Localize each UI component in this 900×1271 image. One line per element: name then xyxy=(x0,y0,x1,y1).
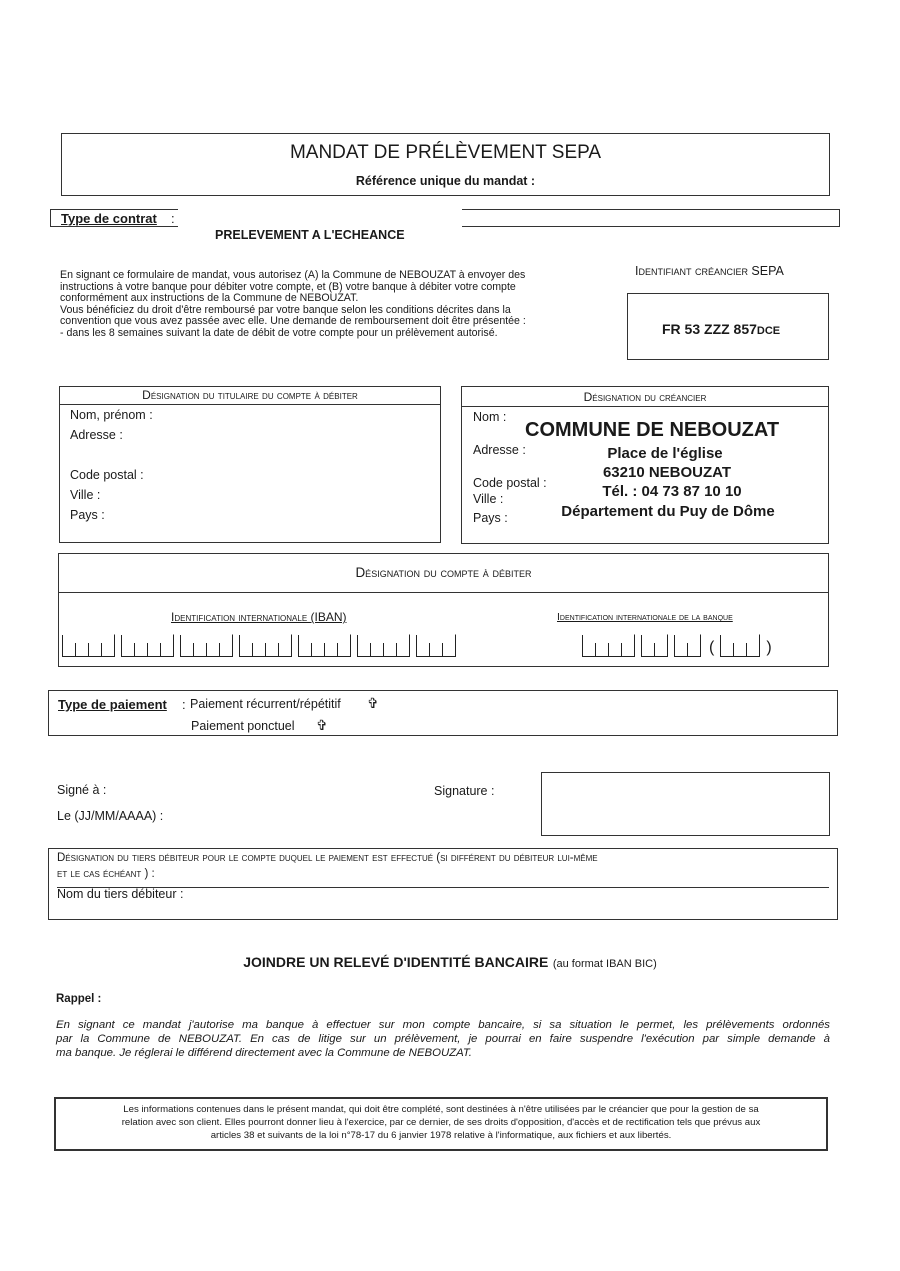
third-party-title-2: et le cas échéant ) : xyxy=(57,868,155,880)
third-party-title: Désignation du tiers débiteur pour le compte duquel le paiement est effectué (si différent du débiteur lui-même xyxy=(57,852,598,864)
payment-recurring-checkbox[interactable]: ✞ xyxy=(367,695,379,711)
reminder-line: ma banque. Je réglerai le différend directement avec la Commune de NEBOUZAT. xyxy=(56,1047,472,1059)
creditor-box xyxy=(461,386,829,544)
payment-type-colon: : xyxy=(182,697,186,712)
contract-type-value: PRELEVEMENT A L'ECHEANCE xyxy=(215,228,405,242)
iban-group[interactable] xyxy=(416,634,456,657)
reminder-line: En signant ce mandat j'autorise ma banque à effectuer sur mon compte bancaire, si sa situation le permet, les prélèvements ordonnés xyxy=(56,1019,830,1031)
iban-group[interactable] xyxy=(239,634,292,657)
privacy-text xyxy=(61,1103,821,1142)
creditor-postal-label: Code postal : xyxy=(473,476,547,490)
bic-group[interactable] xyxy=(641,634,668,657)
creditor-id-value xyxy=(662,321,780,337)
intro-paragraph xyxy=(60,270,628,339)
bic-label: Identification internationale de la banque xyxy=(557,611,733,623)
contract-type-label: Type de contrat xyxy=(61,211,157,226)
debtor-country-label: Pays : xyxy=(70,508,105,522)
signed-at-label: Signé à : xyxy=(57,783,107,797)
debtor-title: Désignation du titulaire du compte à débiter xyxy=(60,388,440,405)
iban-label: Identification internationale (IBAN) xyxy=(171,610,347,624)
iban-group[interactable] xyxy=(180,634,233,657)
iban-group[interactable] xyxy=(121,634,174,657)
iban-group[interactable] xyxy=(357,634,410,657)
intro-line: - dans les 8 semaines suivant la date de débit de votre compte pour un prélèvement autorisé. xyxy=(60,326,498,339)
payment-oneoff-checkbox[interactable]: ✞ xyxy=(316,717,328,733)
creditor-name-value: COMMUNE DE NEBOUZAT xyxy=(525,419,780,441)
privacy-line: Les informations contenues dans le présent mandat, qui doit être complété, sont destinées à n'être utilisées par le créancier que pour la gestion de sa xyxy=(123,1104,759,1115)
date-label: Le (JJ/MM/AAAA) : xyxy=(57,809,164,823)
payment-recurring-label: Paiement récurrent/répétitif xyxy=(190,697,341,711)
bic-group[interactable] xyxy=(582,634,635,657)
intro-line: convention que vous avez passée avec elle. Une demande de remboursement doit être présentée : xyxy=(60,315,526,327)
intro-line: conformément aux instructions de la Commune de NEBOUZAT. xyxy=(60,292,359,304)
debtor-box xyxy=(59,386,441,543)
debtor-city-label: Ville : xyxy=(70,488,101,502)
reminder-line: par la Commune de NEBOUZAT. En cas de litige sur un prélèvement, je pourrai en faire suspendre l'exécution par simple demande à xyxy=(56,1033,830,1045)
third-party-name-label[interactable]: Nom du tiers débiteur : xyxy=(57,887,184,901)
iban-group[interactable] xyxy=(298,634,351,657)
creditor-address-value: Place de l'église xyxy=(607,445,723,462)
intro-line: Vous bénéficiez du droit d'être remboursé par votre banque selon les conditions décrites dans la xyxy=(60,303,511,316)
bic-group[interactable] xyxy=(720,634,760,657)
creditor-phone-value: Tél. : 04 73 87 10 10 xyxy=(602,483,742,500)
signature-box[interactable] xyxy=(541,772,830,836)
header-box xyxy=(61,133,830,196)
creditor-address-label: Adresse : xyxy=(473,443,526,457)
mandate-reference-label: Référence unique du mandat : xyxy=(355,174,536,188)
privacy-line: relation avec son client. Elles pourront donner lieu à l'exercice, par ce dernier, de ses droits d'opposition, d'accès et de rectification tels que prévus aux xyxy=(121,1117,761,1128)
contract-type-row xyxy=(50,207,840,231)
bic-paren-open: ( xyxy=(709,639,715,656)
iban-input[interactable] xyxy=(62,634,456,657)
bic-input[interactable] xyxy=(582,634,772,657)
privacy-line: articles 38 et suivants de la loi n°78-17 du 6 janvier 1978 relative à l'informatique, aux fichiers et aux libertés. xyxy=(210,1130,672,1141)
debtor-address-label: Adresse : xyxy=(70,428,123,442)
bic-group[interactable] xyxy=(674,634,701,657)
payment-type-label: Type de paiement xyxy=(58,697,167,712)
attach-rib-notice xyxy=(0,954,900,972)
creditor-id-main: FR 53 ZZZ 857 xyxy=(662,321,757,337)
attach-rib-note: (au format IBAN BIC) xyxy=(552,958,657,970)
signature-label: Signature : xyxy=(434,784,495,798)
debtor-name-label: Nom, prénom : xyxy=(70,408,153,422)
contract-type-colon: : xyxy=(171,211,175,226)
privacy-box xyxy=(54,1097,828,1151)
creditor-country-label: Pays : xyxy=(473,511,508,525)
creditor-name-label: Nom : xyxy=(473,410,507,424)
creditor-country-value: Département du Puy de Dôme xyxy=(561,503,775,520)
page-title: MANDAT DE PRÉLÈVEMENT SEPA xyxy=(289,142,602,163)
intro-line: instructions à votre banque pour débiter votre compte, et (B) votre banque à débiter votre compte xyxy=(60,280,516,293)
debtor-postal-label: Code postal : xyxy=(70,468,144,482)
creditor-id-suffix: DCE xyxy=(756,325,781,337)
creditor-postal-value: 63210 NEBOUZAT xyxy=(602,464,732,481)
creditor-city-label: Ville : xyxy=(473,492,504,506)
intro-line: En signant ce formulaire de mandat, vous autorisez (A) la Commune de NEBOUZAT à envoyer des xyxy=(60,269,526,281)
creditor-title: Désignation du créancier xyxy=(462,390,828,407)
account-title: Désignation du compte à débiter xyxy=(355,565,532,580)
contract-type-line xyxy=(462,209,840,227)
reminder-title: Rappel : xyxy=(56,993,102,1005)
iban-group[interactable] xyxy=(62,634,115,657)
attach-rib-main: JOINDRE UN RELEVÉ D'IDENTITÉ BANCAIRE xyxy=(243,954,549,970)
creditor-id-box xyxy=(627,293,829,360)
bic-paren-close: ) xyxy=(766,639,772,656)
payment-type-box xyxy=(48,690,838,736)
third-party-box xyxy=(48,848,838,920)
payment-oneoff-label: Paiement ponctuel xyxy=(191,719,295,733)
account-title-box xyxy=(58,553,829,593)
reminder-text xyxy=(56,1018,830,1060)
creditor-id-label: Identifiant créancier SEPA xyxy=(635,264,784,278)
